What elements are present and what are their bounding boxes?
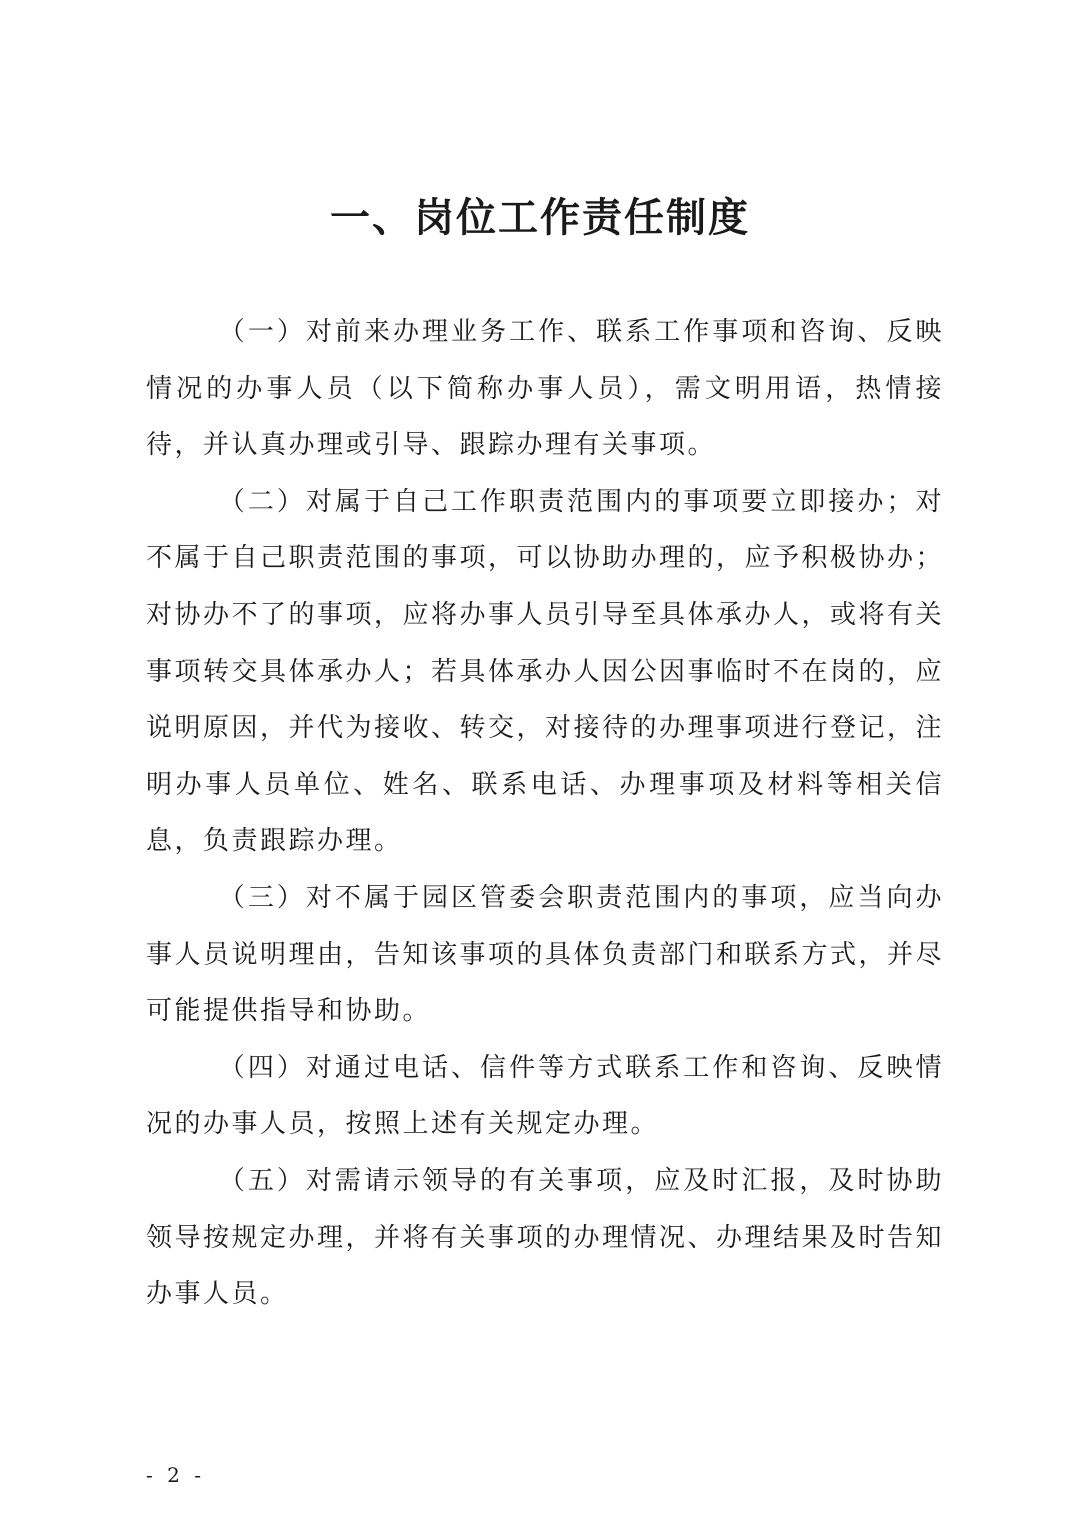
- paragraph-5: （五）对需请示领导的有关事项，应及时汇报，及时协助领导按规定办理，并将有关事项的办理情况、办理结果及时告知办事人员。: [146, 1165, 945, 1310]
- paragraph-3: （三）对不属于园区管委会职责范围内的事项，应当向办事人员说明理由，告知该事项的具体负责部门和联系方式，并尽可能提供指导和协助。: [146, 882, 945, 1027]
- page-number: - 2 -: [146, 1463, 205, 1487]
- page-title: 一、岗位工作责任制度: [330, 195, 750, 241]
- paragraph-2: （二）对属于自己工作职责范围内的事项要立即接办；对不属于自己职责范围的事项，可以协助办理的，应予积极协办；对协办不了的事项，应将办事人员引导至具体承办人，或将有关事项转交具体承办人；若具体承办人因公因事临时不在岗的，应说明原因，并代为接收、转交，对接待的办理事项进行登记，注明办事人员单位、姓名、联系电话、办理事项及材料等相关信息，负责跟踪办理。: [146, 486, 945, 857]
- paragraph-4: （四）对通过电话、信件等方式联系工作和咨询、反映情况的办事人员，按照上述有关规定办理。: [146, 1052, 944, 1140]
- document-body: [146, 304, 944, 1323]
- paragraph-1: （一）对前来办理业务工作、联系工作事项和咨询、反映情况的办事人员（以下简称办事人员），需文明用语，热情接待，并认真办理或引导、跟踪办理有关事项。: [146, 317, 944, 461]
